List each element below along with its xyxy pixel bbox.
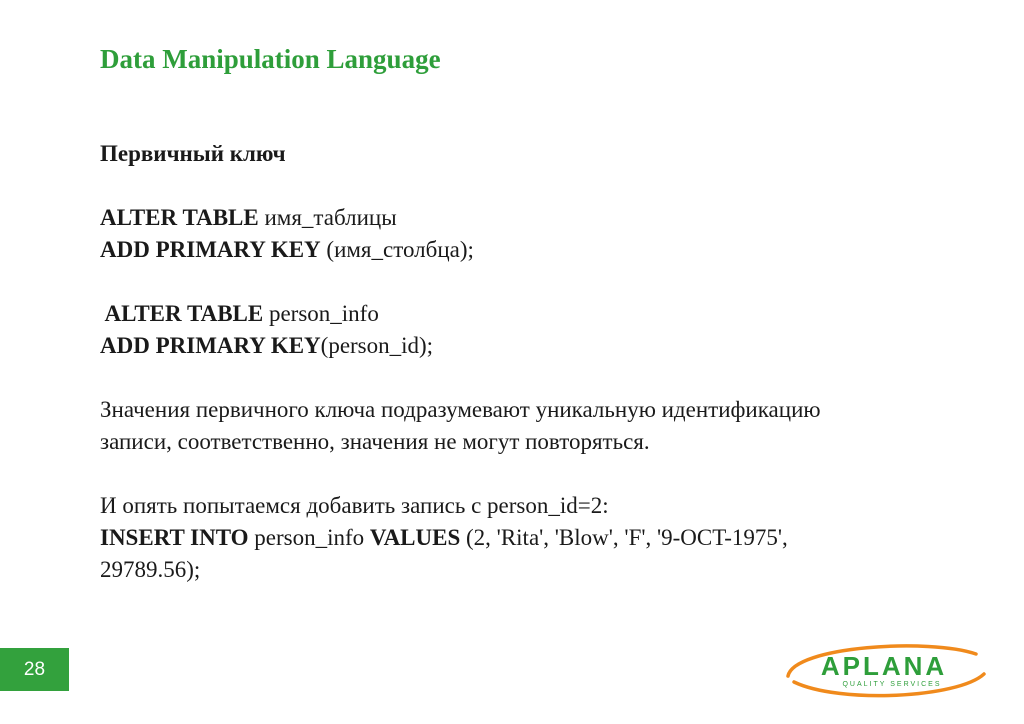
insert-statement-cont: 29789.56); [100,557,201,582]
explanation-line-2: записи, соответственно, значения не могут повторяться. [100,429,650,454]
keyword: ADD PRIMARY KEY [100,333,321,358]
keyword: ALTER TABLE [100,301,264,326]
keyword: ADD PRIMARY KEY [100,237,321,262]
keyword: ALTER TABLE [100,205,259,230]
code-text: person_info [248,525,370,550]
keyword: INSERT INTO [100,525,249,550]
code-text: имя_таблицы [258,205,397,230]
keyword: VALUES [369,525,461,550]
syntax-line-1 [100,202,1000,234]
section-heading: Первичный ключ [100,141,286,166]
code-text: person_info [263,301,379,326]
code-text: (имя_столбца); [320,237,474,262]
explanation-line-1: Значения первичного ключа подразумевают уникальную идентификацию [100,397,821,422]
retry-intro: И опять попытаемся добавить запись с person_id=2: [100,493,609,518]
code-text: (2, 'Rita', 'Blow', 'F', '9-OCT-1975', [460,525,788,550]
logo-name: APLANA [820,651,948,681]
aplana-logo [780,640,990,700]
insert-statement [100,522,1000,554]
logo-tagline: QUALITY SERVICES [842,681,942,688]
slide-title: Data Manipulation Language [100,44,441,74]
page-number: 28 [0,648,69,691]
code-text: (person_id); [320,333,434,358]
example-line-2 [100,330,1000,362]
syntax-line-2 [100,234,1000,266]
slide-body [100,138,1000,586]
example-line-1 [100,298,1000,330]
